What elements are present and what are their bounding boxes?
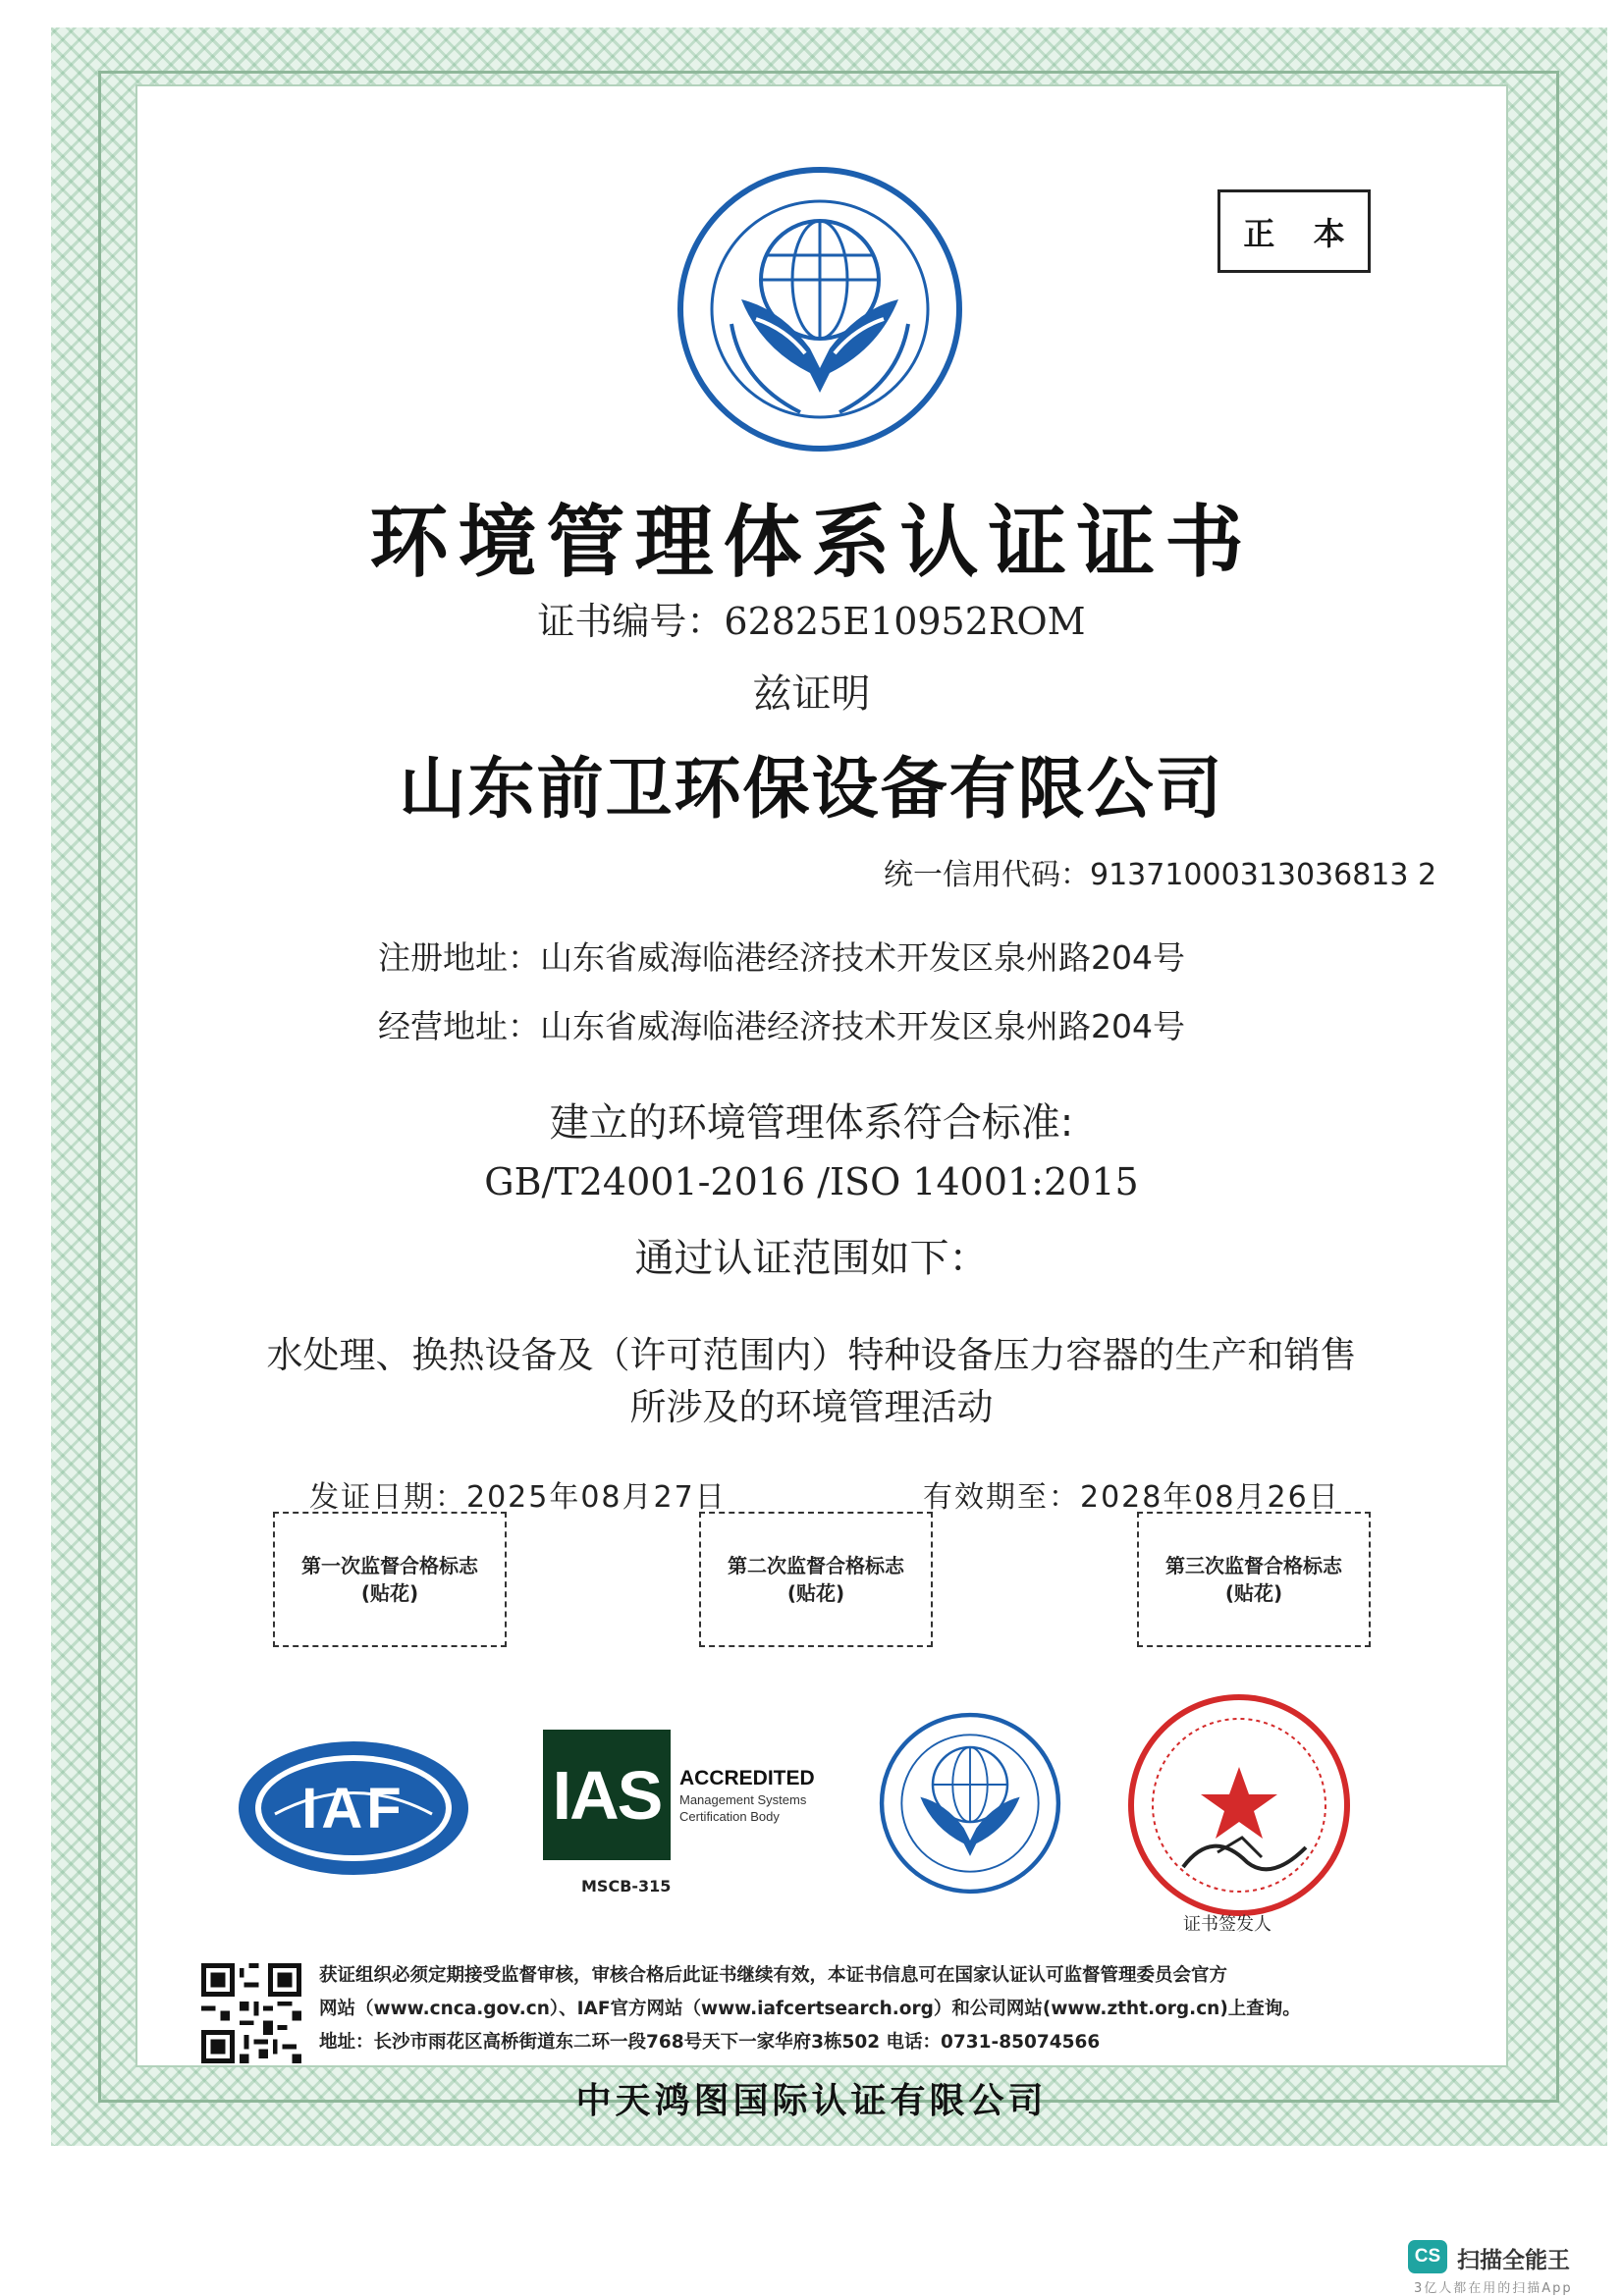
- camscanner-icon: CS: [1408, 2240, 1447, 2273]
- footer-note-line-2: 网站（www.cnca.gov.cn）、IAF官方网站（www.iafcertsearch.org）和公司网站(www.ztht.org.cn)上查询。: [319, 1999, 1301, 2019]
- issuing-organization: 中天鸿图国际认证有限公司: [575, 2081, 1048, 2121]
- footer-note-line-1: 获证组织必须定期接受监督审核，审核合格后此证书继续有效，本证书信息可在国家认证认可监督管理委员会官方: [319, 1965, 1228, 1986]
- ias-logo: IAS: [543, 1730, 671, 1860]
- company-name: 山东前卫环保设备有限公司: [399, 751, 1224, 828]
- stamp-label: 第一次监督合格标志: [301, 1554, 478, 1577]
- certificate-number: 证书编号：62825E10952ROM: [537, 600, 1086, 643]
- stamp-note: (贴花): [360, 1581, 419, 1605]
- issue-date: 发证日期：2025年08月27日: [309, 1480, 727, 1515]
- stamp-note: (贴花): [1224, 1581, 1283, 1605]
- ztht-logo-top: [673, 162, 967, 456]
- stamp-label: 第三次监督合格标志: [1165, 1554, 1342, 1577]
- business-address: 经营地址：山东省威海临港经济技术开发区泉州路204号: [378, 1007, 1185, 1045]
- scope-line-2: 所涉及的环境管理活动: [629, 1386, 994, 1428]
- original-copy-label: 正 本: [1217, 189, 1371, 273]
- qr-code: [201, 1963, 301, 2063]
- iaf-logo: [236, 1737, 471, 1880]
- scope-line-1: 水处理、换热设备及（许可范围内）特种设备压力容器的生产和销售: [266, 1334, 1357, 1376]
- ias-subtitle-1: Management Systems: [679, 1792, 807, 1807]
- valid-until-date: 有效期至：2028年08月26日: [923, 1480, 1340, 1515]
- ztht-logo-small: [877, 1710, 1063, 1896]
- standard-heading: 建立的环境管理体系符合标准:: [549, 1100, 1074, 1146]
- standard-value: GB/T24001-2016 /ISO 14001:2015: [484, 1160, 1139, 1203]
- stamp-note: (贴花): [786, 1581, 845, 1605]
- registered-address: 注册地址：山东省威海临港经济技术开发区泉州路204号: [378, 938, 1185, 977]
- supervision-stamp-3: [1137, 1512, 1371, 1647]
- certificate-signer: 证书签发人: [1183, 1914, 1271, 1935]
- scanner-app-tagline: 3亿人都在用的扫描App: [1414, 2281, 1573, 2296]
- mscb-number: MSCB-315: [581, 1877, 672, 1896]
- company-seal: [1124, 1690, 1355, 1921]
- credit-code: 统一信用代码：91371000313036813 2: [884, 858, 1437, 892]
- footer-note-line-3: 地址：长沙市雨花区高桥街道东二环一段768号天下一家华府3栋502 电话：0731-85074566: [319, 2032, 1101, 2053]
- scanner-app-name: 扫描全能王: [1457, 2248, 1570, 2273]
- stamp-label: 第二次监督合格标志: [728, 1554, 904, 1577]
- svg-text:IAF: IAF: [301, 1777, 406, 1841]
- ias-subtitle-2: Certification Body: [679, 1809, 780, 1824]
- ias-accredited-text: ACCREDITED: [679, 1767, 815, 1789]
- supervision-stamp-2: [699, 1512, 933, 1647]
- certificate-title: 环境管理体系认证证书: [369, 497, 1254, 588]
- hereby-certify: 兹证明: [752, 671, 871, 717]
- scope-heading: 通过认证范围如下：: [634, 1236, 989, 1281]
- supervision-stamp-1: [273, 1512, 507, 1647]
